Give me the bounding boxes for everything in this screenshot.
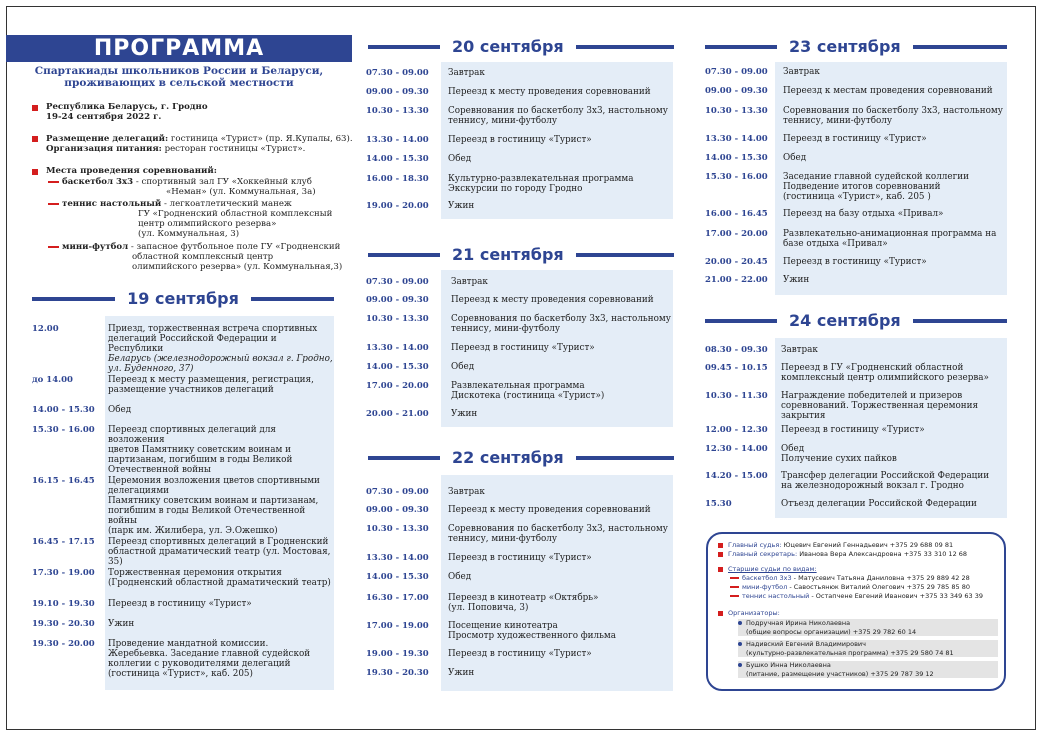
bullet-icon <box>718 611 723 616</box>
bullet-icon <box>32 105 38 111</box>
bullet-icon <box>32 169 38 175</box>
day-header-22: 22 сентября <box>368 448 674 467</box>
schedule-24: 08.30 - 09.30 Завтрак 09.45 - 10.15 Переезд в ГУ «Гродненский областной комплексный центр олимпийского резерва» 10.30 - 11.30 Награждение победителей и призеров соревнований. Торжественная церемония закрытия 12.00 - 12.30 Переезд в гостиницу «Турист» 12.30 - 14.00 Обед Получение сухих пайков 14.20 - 15.00 Трансфер делегации Российской Федерации на железнодорожный вокзал г. Гродно 15.30 Отъезд делегации Российской Федерации <box>705 345 990 509</box>
organizer-item: Надивский Евгений Владимирович (культурно-развлекательная программа) +375 29 580 74 81 <box>738 640 998 657</box>
dot-icon <box>738 621 742 625</box>
contacts-box <box>706 532 1006 691</box>
day-header-24: 24 сентября <box>705 311 1007 330</box>
dot-icon <box>738 663 742 667</box>
day-header-23: 23 сентября <box>705 37 1007 56</box>
organizers-label: Организаторы: <box>718 609 780 618</box>
schedule-22: 07.30 - 09.00 Завтрак 09.00 - 09.30 Переезд к месту проведения соревнований 10.30 - 13.30 Соревнования по баскетболу 3х3, настольному теннису, мини-футболу 13.30 - 14.00 Переезд в гостиницу «Турист» 14.00 - 15.30 Обед 16.30 - 17.00 Переезд в кинотеатр «Октябрь» (ул. Поповича, 3) 17.00 - 19.00 Посещение кинотеатра Просмотр художественного фильма 19.00 - 19.30 Переезд в гостиницу «Турист» 19.30 - 20.30 Ужин <box>366 487 668 678</box>
senior-judges-label: Старшие судьи по видам: <box>718 565 817 574</box>
dash-icon <box>730 577 739 579</box>
schedule-23: 07.30 - 09.00 Завтрак 09.00 - 09.30 Переезд к местам проведения соревнований 10.30 - 13.30 Соревнования по баскетболу 3х3, настольному теннису, мини-футболу 13.30 - 14.00 Переезд в гостиницу «Турист» 14.00 - 15.30 Обед 15.30 - 16.00 Заседание главной судейской коллегии Подведение итогов соревнований (гостиница «Турист», каб. 205 ) 16.00 - 16.45 Переезд на базу отдыха «Привал» 17.00 - 20.00 Развлекательно-анимационная программа на базе отдыха «Привал» 20.00 - 20.45 Переезд в гостиницу «Турист» 21.00 - 22.00 Ужин <box>705 67 1003 285</box>
accommodation-block: Размещение делегаций: гостиница «Турист» (пр. Я.Купалы, 63). Организация питания: ресторан гостиницы «Турист». <box>46 134 353 154</box>
dash-icon <box>48 246 59 248</box>
organizer-item: Бушко Инна Николаевна (питание, размещение участников) +375 29 787 39 12 <box>738 661 998 678</box>
schedule-21: 07.30 - 09.00 Завтрак 09.00 - 09.30 Переезд к месту проведения соревнований 10.30 - 13.30 Соревнования по баскетболу 3х3, настольному теннису, мини-футболу 13.30 - 14.00 Переезд в гостиницу «Турист» 14.00 - 15.30 Обед 17.00 - 20.00 Развлекательная программа Дискотека (гостиница «Турист») 20.00 - 21.00 Ужин <box>366 277 671 419</box>
venues-label: Места проведения соревнований: <box>46 166 217 176</box>
chief-judge: Главный судья: Юцевич Евгений Геннадьевич +375 29 688 09 81 <box>718 541 953 550</box>
program-subtitle: Спартакиады школьников России и Беларуси, проживающих в сельской местности <box>34 65 324 89</box>
chief-secretary: Главный секретарь: Иванова Вера Александровна +375 33 310 12 68 <box>718 550 967 559</box>
location-block: Республика Беларусь, г. Гродно 19-24 сентября 2022 г. <box>46 102 208 122</box>
venue-basketball: баскетбол 3х3 - спортивный зал ГУ «Хоккейный клуб «Неман» (ул. Коммунальная, 3а) <box>48 177 366 197</box>
organizer-item: Подручная Ирина Николаевна (общие вопросы организации) +375 29 782 60 14 <box>738 619 998 636</box>
dash-icon <box>730 586 739 588</box>
dash-icon <box>48 203 59 205</box>
dash-icon <box>48 181 59 183</box>
bullet-icon <box>718 567 723 572</box>
senior-judge-mini-football: мини-футбол - Савостьянюк Виталий Олегович +375 29 785 85 80 <box>730 583 970 592</box>
venue-mini-football: мини-футбол - запасное футбольное поле ГУ «Гродненский областной комплексный центр олимпийского резерва» (ул. Коммунальная,3) <box>48 242 366 272</box>
schedule-20: 07.30 - 09.00 Завтрак 09.00 - 09.30 Переезд к месту проведения соревнований 10.30 - 13.30 Соревнования по баскетболу 3х3, настольному теннису, мини-футболу 13.30 - 14.00 Переезд в гостиницу «Турист» 14.00 - 15.30 Обед 16.00 - 18.30 Культурно-развлекательная программа Экскурсии по городу Гродно 19.00 - 20.00 Ужин <box>366 68 668 211</box>
day-header-21: 21 сентября <box>368 245 674 264</box>
day-header-20: 20 сентября <box>368 37 674 56</box>
bullet-icon <box>718 543 723 548</box>
venue-table-tennis: теннис настольный - легкоатлетический манеж ГУ «Гродненский областной комплексный центр олимпийского резерва» (ул. Коммунальная, 3) <box>48 199 366 239</box>
bullet-icon <box>32 136 38 142</box>
senior-judge-basketball: баскетбол 3х3 - Матусевич Татьяна Даниловна +375 29 889 42 28 <box>730 574 970 583</box>
day-header-19: 19 сентября <box>32 289 334 308</box>
bullet-icon <box>718 552 723 557</box>
dash-icon <box>730 595 739 597</box>
schedule-19: 12.00 Приезд, торжественная встреча спортивных делегаций Российской Федерации и Республики Беларусь (железнодорожный вокзал г. Гродно, ул. Буденного, 37) до 14.00 Переезд к месту размещения, регистрация, размещение участников делегаций 14.00 - 15.30 Обед 15.30 - 16.00 Переезд спортивных делегаций для возложения цветов Памятнику советским воинам и партизанам, погибшим в годы Великой Отечественной войны 16.15 - 16.45 Церемония возложения цветов спортивными делегациями Памятнику советским воинам и партизанам, погибшим в годы Великой Отечественной войны (парк им. Жилибера, ул. Э.Ожешко) 16.45 - 17.15 Переезд спортивных делегаций в Гродненский областной драматический театр (ул. Мостовая, 35) 17.30 - 19.00 Торжественная церемония открытия (Гродненский областной драматический театр) 19.10 - 19.30 Переезд в гостиницу «Турист» 19.30 - 20.30 Ужин 19.30 - 20.00 Проведение мандатной комиссии. Жеребьевка. Заседание главной судейской коллегии с руководителями делегаций (гостиница «Турист», каб. 205) <box>32 324 333 679</box>
dot-icon <box>738 642 742 646</box>
senior-judge-table-tennis: теннис настольный - Остапчене Евгений Иванович +375 33 349 63 39 <box>730 592 983 601</box>
program-title: ПРОГРАММА <box>6 35 352 62</box>
